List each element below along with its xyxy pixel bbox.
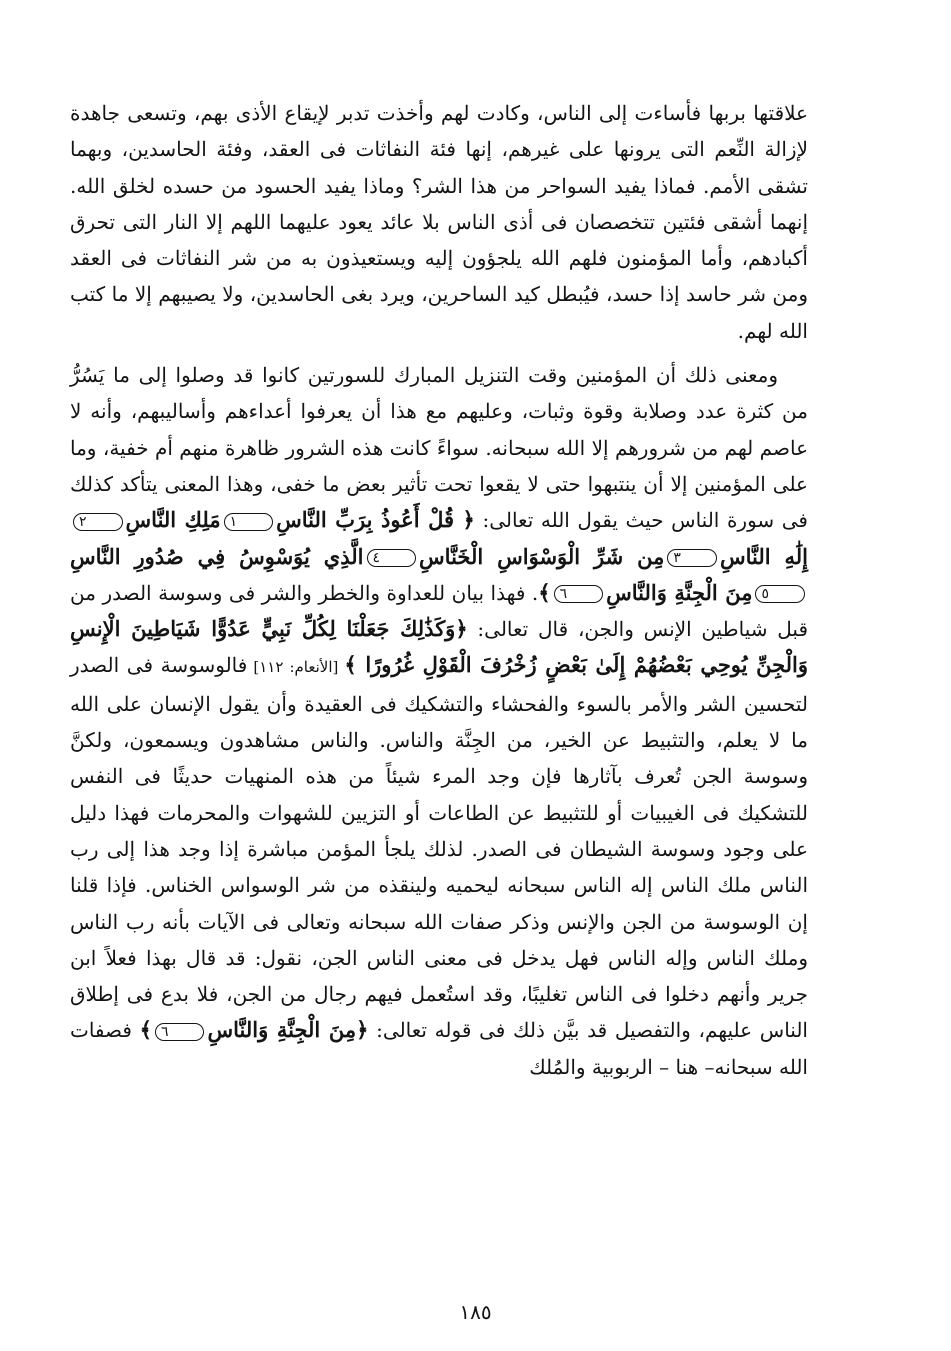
ayah-number-marker: ٦ [155, 1023, 205, 1041]
paragraph [70, 357, 808, 1085]
quran-verse: مِنَ الْجِنَّةِ وَالنَّاسِ [606, 579, 753, 605]
body-text [70, 95, 808, 1093]
ayah-number-marker: ٢ [73, 513, 123, 531]
quran-verse: ﴿مِنَ الْجِنَّةِ وَالنَّاسِ [207, 1017, 369, 1043]
body-text-run: فالوسوسة فى الصدر لتحسين الشر والأمر بالسوء والفحشاء والتشكيك فى العقيدة وأن يقول الإنسان على الله ما لا يعلم، والتثبيط عن الخير، من الجِنَّة والناس. والناس مشاهدون ويسمعون، ولكنَّ وسوسة الجن تُعرف بآثارها فإن وجد المرء شيئاً من هذه المنهيات حديثًا فى النفس للتشكيك فى الغيبيات أو للتثبيط عن الطاعات أو التزيين للشهوات والمحرمات فهذا دليل على وجود وسوسة الشيطان فى الصدر. لذلك يلجأ المؤمن مباشرة إذا وجد هذا إلى رب الناس ملك الناس إله الناس سبحانه ليحميه ولينقذه من شر الوسواس الخناس. فإذا قلنا إن الوسوسة من الجن والإنس وذكر صفات الله سبحانه وتعالى فى الآيات بأنه رب الناس وملك الناس وإله الناس فهل يدخل فى معنى الناس الجن، نقول: قد قال بهذا فعلاً ابن جرير وأنهم دخلوا فى الناس تغليبًا، وقد استُعمل فيهم رجال من الجن، فلا بدع فى إطلاق الناس عليهم، والتفصيل قد بيَّن ذلك فى قوله تعالى: [70, 653, 808, 1043]
quran-verse: ﴿ قُلْ أَعُوذُ بِرَبِّ النَّاسِ [276, 507, 475, 533]
paragraph [70, 95, 808, 349]
quran-verse: مِن شَرِّ الْوَسْوَاسِ الْخَنَّاسِ [419, 543, 665, 569]
quran-verse: الَّذِي يُوَسْوِسُ فِي صُدُورِ النَّاسِ [70, 543, 364, 569]
ayah-number-marker: ٦ [554, 585, 604, 603]
ayah-number-marker: ٥ [755, 585, 805, 603]
quran-verse: ﴿وَكَذَٰلِكَ جَعَلْنَا لِكُلِّ نَبِيٍّ عَدُوًّا شَيَاطِينَ الْإِنسِ وَالْجِنِّ يُوحِي بَعْضُهُمْ إِلَىٰ بَعْضٍ زُخْرُفَ الْقَوْلِ غُرُورًا ﴾ [70, 616, 809, 678]
body-text-run: ومعنى ذلك أن المؤمنين وقت التنزيل المبارك للسورتين كانوا قد وصلوا إلى ما يَسُرُّ من كثرة عدد وصلابة وقوة وثبات، وعليهم مع هذا أن يعرفوا أعداءهم وأساليبهم، وأنه لا عاصم لهم من شرورهم إلا الله سبحانه. سواءً كانت هذه الشرور ظاهرة منهم أم خفية، وما على المؤمنين إلا أن ينتبهوا حتى لا يقعوا تحت تأثير بعض ما خفى، وهذا المعنى يتأكد كذلك فى سورة الناس حيث يقول الله تعالى: [70, 363, 808, 533]
verse-citation: [الأنعام: ١١٢] [247, 658, 345, 677]
quran-verse: ﴾ [139, 1017, 152, 1043]
quran-verse: إِلَٰهِ النَّاسِ [719, 543, 808, 569]
page-number: ١٨٥ [459, 1300, 492, 1324]
body-text-run: . فهذا بيان للعداوة والخطر والشر فى وسوسة الصدر من قبل شياطين الإنس والجن، قال تعالى: [70, 580, 809, 642]
quran-verse: مَلِكِ النَّاسِ [125, 507, 221, 533]
ayah-number-marker: ٤ [367, 549, 417, 567]
ayah-number-marker: ١ [224, 513, 274, 531]
quran-verse: ﴾ [538, 579, 551, 605]
body-text-run: فصفات الله سبحانه– هنا – الربوبية والمُلك [70, 1018, 808, 1079]
body-text-run: علاقتها بربها فأساءت إلى الناس، وكادت لهم وأخذت تدبر لإيقاع الأذى بهم، وتسعى جاهدة لإزالة النِّعم التى يرونها على غيرهم، إنها فئة النفاثات فى العقد، وفئة الحاسدين، وبهما تشقى الأمم. فماذا يفيد السواحر من هذا الشر؟ وماذا يفيد الحسود من حسده لخلق الله. إنهما أشقى فئتين تتخصصان فى أذى الناس بلا عائد يعود عليهما اللهم إلا النار التى تحرق أكبادهم، وأما المؤمنون فلهم الله يلجؤون إليه ويستعيذون به من شر النفاثات فى العقد ومن شر حاسد إذا حسد، فيُبطل كيد الساحرين، ويرد بغى الحاسدين، ولا يصيبهم إلا ما كتب الله لهم. [70, 101, 808, 343]
ayah-number-marker: ٣ [667, 549, 717, 567]
